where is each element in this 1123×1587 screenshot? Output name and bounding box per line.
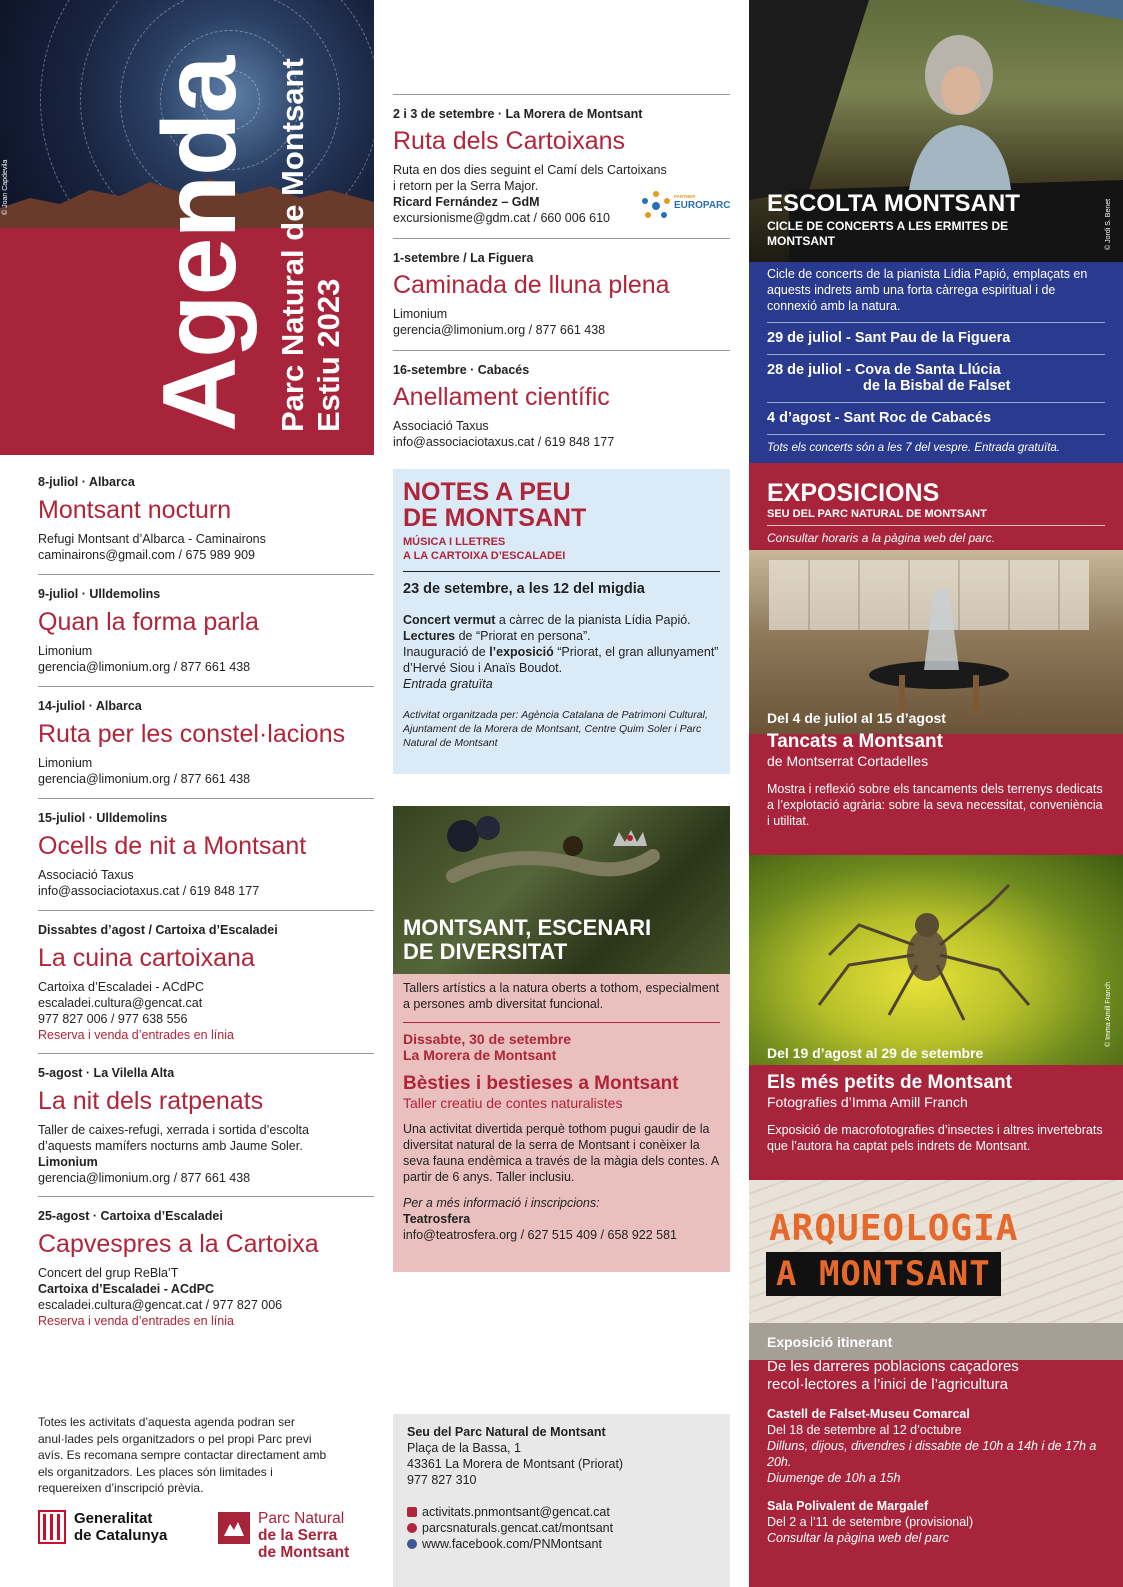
hq-email[interactable]: activitats.pnmontsant@gencat.cat [407, 1504, 716, 1520]
event-contact[interactable]: escaladei.cultura@gencat.cat [38, 996, 203, 1010]
spider-macro-photo [749, 855, 1123, 1065]
event-title: Anellament científic [393, 383, 610, 411]
event-contact[interactable]: caminairons@gmail.com / 675 989 909 [38, 548, 255, 562]
event-title: Ocells de nit a Montsant [38, 832, 307, 860]
event-date: 15-juliol · Ulldemolins [38, 811, 168, 825]
exhibition-title: Els més petits de Montsant [767, 1072, 1012, 1093]
event-date: 9-juliol · Ulldemolins [38, 587, 161, 601]
event-ruta-constellacions [38, 699, 374, 787]
arqueologia-title-2: A MONTSANT [766, 1252, 1001, 1296]
diversitat-box [393, 974, 730, 1272]
event-capvespres-cartoixa [38, 1209, 374, 1329]
diversitat-title: Bèsties i bestieses a Montsant [403, 1073, 679, 1094]
concerts-box [749, 262, 1123, 463]
divider [38, 910, 374, 911]
arqueologia-subtitle: De les darreres poblacions caçadores recol·lectores a l’inici de l’agricultura [767, 1358, 1019, 1393]
event-nit-dels-ratpenats [38, 1066, 374, 1186]
lizard-crown-photo [393, 806, 730, 974]
parc-natural-logo [218, 1510, 378, 1561]
photo-credit: © Imma Amill Franch [1105, 981, 1112, 1047]
exhibition-author: Fotografies d’Imma Amill Franch [767, 1094, 968, 1110]
agenda-title: Agenda [142, 56, 258, 432]
event-montsant-nocturn [38, 475, 374, 563]
generalitat-name: Generalitat de Catalunya [74, 1510, 168, 1544]
arqueologia-banner [749, 1180, 1123, 1350]
event-organizer: Cartoixa d’Escaladei - ACdPC [38, 980, 205, 994]
exhibition-mes-petits [767, 1072, 1105, 1154]
notes-program: Concert vermut a càrrec de la pianista Lídia Papió. Lectures de “Priorat en persona”. Inauguració de l’exposició “Priorat, el gran allunyament” d’Hervé Siou i Anaïs Boudot. Entrada gratuïta [403, 613, 719, 691]
exhibitions-title: EXPOSICIONS [767, 479, 940, 507]
event-ocells-de-nit [38, 811, 374, 899]
event-contact[interactable]: gerencia@limonium.org / 877 661 438 [38, 1171, 251, 1185]
concerts-intro: Cicle de concerts de la pianista Lídia Papió, emplaçats en aquests indrets amb una forta càrrega espiritual i de connexió amb la natura. [767, 267, 1088, 313]
divider [38, 686, 374, 687]
event-description: Ruta en dos dies seguint el Camí dels Cartoixans [393, 163, 667, 177]
hq-phone: 977 827 310 [407, 1473, 477, 1487]
event-date: 8-juliol · Albarca [38, 475, 135, 489]
facebook-icon [407, 1539, 417, 1549]
generalitat-logo [38, 1510, 188, 1546]
event-date: 5-agost · La Vilella Alta [38, 1066, 175, 1080]
venue-dates: Del 18 de setembre al 12 d’octubre [767, 1423, 962, 1437]
booking-link[interactable]: Reserva i venda d’entrades en línia [38, 1314, 234, 1328]
exhibitions-column [749, 463, 1123, 1587]
exhibition-title: Tancats a Montsant [767, 731, 943, 752]
hq-facebook[interactable]: www.facebook.com/PNMontsant [407, 1536, 716, 1552]
exhibition-room-photo [749, 550, 1123, 734]
exhibition-dates: Del 19 d’agost al 29 de setembre [767, 1045, 984, 1061]
event-contact[interactable]: gerencia@limonium.org / 877 661 438 [393, 323, 606, 337]
venue-name: Sala Polivalent de Margalef [767, 1499, 929, 1513]
divider [38, 1196, 374, 1197]
event-quan-la-forma-parla [38, 587, 374, 675]
venue-name: Castell de Falset-Museu Comarcal [767, 1407, 970, 1421]
event-contact[interactable]: gerencia@limonium.org / 877 661 438 [38, 660, 251, 674]
pianist-photo [749, 0, 1123, 262]
exhibition-author: de Montserrat Cortadelles [767, 753, 929, 769]
event-description: Taller de caixes-refugi, xerrada i sortida d’escolta [38, 1123, 309, 1137]
diversitat-contact[interactable]: info@teatrosfera.org / 627 515 409 / 658 922 581 [403, 1228, 677, 1242]
divider [393, 350, 730, 351]
event-contact[interactable]: excursionisme@gdm.cat / 660 006 610 [393, 211, 610, 225]
diversitat-description: Una activitat divertida perquè tothom pugui gaudir de la diversitat natural de la serra de Montsant i conèixer la seva fauna endèmica a través de la màgia dels contes. A partir de 6 anys. Taller inclusiu. [403, 1122, 719, 1184]
arqueologia-title: ARQUEOLOGIA [769, 1208, 1019, 1249]
divider [38, 798, 374, 799]
event-contact[interactable]: escaladei.cultura@gencat.cat / 977 827 006 [38, 1298, 283, 1312]
event-date: 2 i 3 de setembre · La Morera de Montsant [393, 107, 643, 121]
hq-name: Seu del Parc Natural de Montsant [407, 1425, 606, 1439]
arqueologia-details [767, 1358, 1105, 1546]
event-title: Ruta per les constel·lacions [38, 720, 346, 748]
notes-date: 23 de setembre, a les 12 del migdia [403, 581, 645, 597]
event-contact[interactable]: info@associaciotaxus.cat / 619 848 177 [393, 435, 615, 449]
event-contact[interactable]: info@associaciotaxus.cat / 619 848 177 [38, 884, 260, 898]
diversitat-date: Dissabte, 30 de setembre La Morera de Montsant [403, 1031, 572, 1063]
diversitat-intro: Tallers artístics a la natura oberts a tothom, especialment a persones amb diversitat funcional. [403, 981, 720, 1011]
disclaimer-text: Totes les activitats d’aquesta agenda podran ser anul·lades pels organitzadors o pel propi Parc previ avís. Es recomana sempre contactar directament amb els organitzadors. Les places són limitades i requereixen d’inscripció prèvia. [38, 1415, 327, 1495]
hq-address: 43361 La Morera de Montsant (Priorat) [407, 1457, 624, 1471]
event-description: i retorn per la Serra Major. [393, 179, 539, 193]
venue-hours: Dilluns, dijous, divendres i dissabte de 10h a 14h i de 17h a 20h. [767, 1439, 1097, 1469]
event-title: Montsant nocturn [38, 496, 232, 524]
diversitat-subtitle: Taller creatiu de contes naturalistes [403, 1095, 623, 1111]
park-headquarters-box [393, 1414, 730, 1587]
event-organizer: Limonium [38, 756, 93, 770]
concert-item: 29 de juliol - Sant Pau de la Figuera [767, 322, 1105, 354]
exhibition-dates: Del 4 de juliol al 15 d’agost [767, 710, 946, 726]
event-title: Ruta dels Cartoixans [393, 127, 626, 155]
diversitat-more-info: Per a més informació i inscripcions: [403, 1196, 600, 1210]
event-cuina-cartoixana [38, 923, 374, 1043]
divider [393, 238, 730, 239]
notes-title: NOTES A PEU DE MONTSANT [403, 478, 587, 532]
divider [38, 574, 374, 575]
event-date: 25-agost · Cartoixa d’Escaladei [38, 1209, 223, 1223]
event-date: 14-juliol · Albarca [38, 699, 142, 713]
venue-dates: Del 2 a l’11 de setembre (provisional) [767, 1515, 974, 1529]
escolta-subtitle: CICLE DE CONCERTS A LES ERMITES DE MONTSANT [767, 219, 1009, 248]
event-contact[interactable]: gerencia@limonium.org / 877 661 438 [38, 772, 251, 786]
europarc-logo: PARTNER EUROPARC [638, 186, 730, 226]
event-title: Capvespres a la Cartoixa [38, 1230, 319, 1258]
notes-organizers: Activitat organitzada per: Agència Catalana de Patrimoni Cultural, Ajuntament de la Morera de Montsant, Centre Quim Soler i Parc Natural de Montsant [403, 709, 708, 749]
exhibition-description: Exposició de macrofotografies d’insectes i altres invertebrats que l’autora ha captat pels indrets de Montsant. [767, 1123, 1103, 1153]
event-anellament-cientific [393, 363, 730, 450]
exhibitions-note: Consultar horaris a la pàgina web del parc. [767, 531, 996, 545]
event-date: Dissabtes d’agost / Cartoixa d’Escaladei [38, 923, 278, 937]
parc-natural-name: Parc Natural de la Serra de Montsant [258, 1510, 350, 1561]
notes-subtitle: MÚSICA I LLETRES A LA CARTOIXA D’ESCALADEI [403, 536, 566, 562]
event-date: 16-setembre · Cabacés [393, 363, 530, 377]
divider [38, 1053, 374, 1054]
venue-note: Consultar la pàgina web del parc [767, 1531, 950, 1545]
event-title: La nit dels ratpenats [38, 1087, 264, 1115]
event-title: Caminada de lluna plena [393, 271, 670, 299]
escolta-title: ESCOLTA MONTSANT [767, 190, 1020, 217]
exhibition-tancats [767, 731, 1105, 829]
event-description: Concert del grup ReBla’T [38, 1266, 179, 1280]
diversitat-photo-title: MONTSANT, ESCENARI DE DIVERSITAT [403, 915, 652, 964]
concert-item: 28 de juliol - Cova de Santa Llúcia de la Bisbal de Falset [767, 354, 1105, 402]
event-organizer: Limonium [38, 644, 93, 658]
event-organizer: Associació Taxus [393, 419, 489, 433]
concerts-note: Tots els concerts són a les 7 del vespre. Entrada gratuïta. [767, 434, 1105, 455]
exhibition-description: Mostra i reflexió sobre els tancaments dels terrenys dedicats a l’explotació agrària: sobre la seva necessitat, conveniència i utilitat. [767, 782, 1103, 828]
hq-address: Plaça de la Bassa, 1 [407, 1441, 521, 1455]
exhibitions-subtitle: SEU DEL PARC NATURAL DE MONTSANT [767, 508, 987, 520]
event-organizer: Associació Taxus [38, 868, 134, 882]
globe-icon [407, 1523, 417, 1533]
event-date: 1-setembre / La Figuera [393, 251, 534, 265]
event-organizer: Limonium [393, 307, 448, 321]
event-organizer: Cartoixa d’Escaladei - ACdPC [38, 1282, 214, 1296]
event-title: La cuina cartoixana [38, 944, 255, 972]
notes-a-peu-box [393, 469, 730, 774]
event-title: Quan la forma parla [38, 608, 259, 636]
booking-link[interactable]: Reserva i venda d’entrades en línia [38, 1028, 234, 1042]
park-name: Parc Natural de Montsant [275, 58, 310, 432]
arqueologia-caption: Exposició itinerant [749, 1323, 1123, 1360]
divider [393, 94, 730, 95]
event-phone: 977 827 006 / 977 638 556 [38, 1012, 188, 1026]
concert-item: 4 d’agost - Sant Roc de Cabacés [767, 402, 1105, 434]
event-organizer: Refugi Montsant d’Albarca - Caminairons [38, 532, 266, 546]
venue-hours: Diumenge de 10h a 15h [767, 1471, 901, 1485]
event-organizer: Ricard Fernández – GdM [393, 195, 540, 209]
season-label: Estiu 2023 [311, 278, 346, 432]
photo-credit: © Jordi S. Benet [1105, 198, 1112, 250]
event-organizer: Limonium [38, 1155, 98, 1169]
hq-website[interactable]: parcsnaturals.gencat.cat/montsant [407, 1520, 716, 1536]
photo-credit: © Joan Capdevila [2, 159, 9, 215]
event-description: d’aquests mamífers nocturns amb Jaume Soler. [38, 1139, 303, 1153]
diversitat-organizer: Teatrosfera [403, 1212, 471, 1226]
event-caminada-lluna-plena [393, 251, 730, 338]
email-icon [407, 1507, 417, 1517]
